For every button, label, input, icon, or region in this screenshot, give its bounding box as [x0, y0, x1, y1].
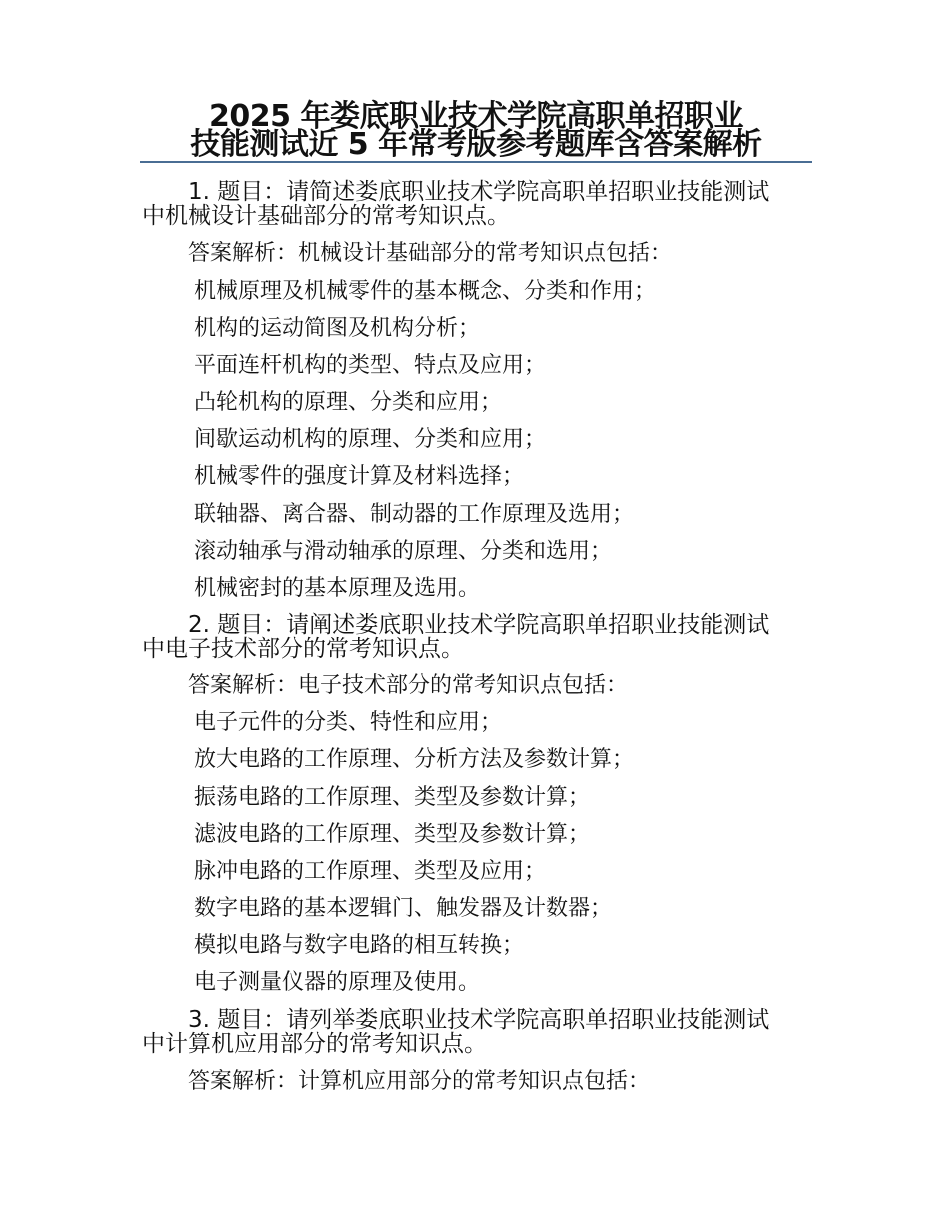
question-3-line-2: 中计算机应用部分的常考知识点。: [142, 1031, 487, 1057]
answer-2-item: 模拟电路与数字电路的相互转换；: [194, 933, 525, 958]
answer-1-item: 联轴器、离合器、制动器的工作原理及选用；: [194, 502, 635, 527]
answer-1-item: 机械原理及机械零件的基本概念、分类和作用；: [194, 279, 657, 304]
answer-1-intro: 答案解析：机械设计基础部分的常考知识点包括：: [188, 241, 673, 266]
title-line-2: 技能测试近 5 年常考版参考题库含答案解析: [190, 127, 762, 162]
answer-2-item: 放大电路的工作原理、分析方法及参数计算；: [194, 747, 635, 772]
answer-1-item: 机械密封的基本原理及选用。: [194, 576, 481, 601]
answer-1-item: 凸轮机构的原理、分类和应用；: [194, 390, 503, 415]
question-1-line-1: 1. 题目：请简述娄底职业技术学院高职单招职业技能测试: [188, 179, 770, 205]
answer-1-item: 平面连杆机构的类型、特点及应用；: [194, 353, 547, 378]
question-2-line-1: 2. 题目：请阐述娄底职业技术学院高职单招职业技能测试: [188, 612, 770, 638]
answer-3-intro: 答案解析：计算机应用部分的常考知识点包括：: [188, 1069, 651, 1094]
answer-2-item: 振荡电路的工作原理、类型及参数计算；: [194, 785, 591, 810]
document-title: [140, 99, 812, 162]
answer-1-item: 间歇运动机构的原理、分类和应用；: [194, 427, 547, 452]
answer-2-item: 数字电路的基本逻辑门、触发器及计数器；: [194, 896, 613, 921]
answer-2-item: 电子测量仪器的原理及使用。: [194, 970, 481, 995]
question-1-line-2: 中机械设计基础部分的常考知识点。: [142, 203, 510, 229]
title-line-1: 2025 年娄底职业技术学院高职单招职业: [209, 99, 743, 134]
answer-1-item: 机构的运动简图及机构分析；: [194, 316, 481, 341]
answer-1-item: 滚动轴承与滑动轴承的原理、分类和选用；: [194, 539, 613, 564]
question-2-line-2: 中电子技术部分的常考知识点。: [142, 636, 464, 662]
title-underline: [140, 161, 812, 163]
question-3-line-1: 3. 题目：请列举娄底职业技术学院高职单招职业技能测试: [188, 1007, 770, 1033]
answer-1-item: 机械零件的强度计算及材料选择；: [194, 464, 525, 489]
answer-2-intro: 答案解析：电子技术部分的常考知识点包括：: [188, 673, 629, 698]
answer-2-item: 脉冲电路的工作原理、类型及应用；: [194, 859, 547, 884]
answer-2-item: 滤波电路的工作原理、类型及参数计算；: [194, 822, 591, 847]
answer-2-item: 电子元件的分类、特性和应用；: [194, 710, 503, 735]
